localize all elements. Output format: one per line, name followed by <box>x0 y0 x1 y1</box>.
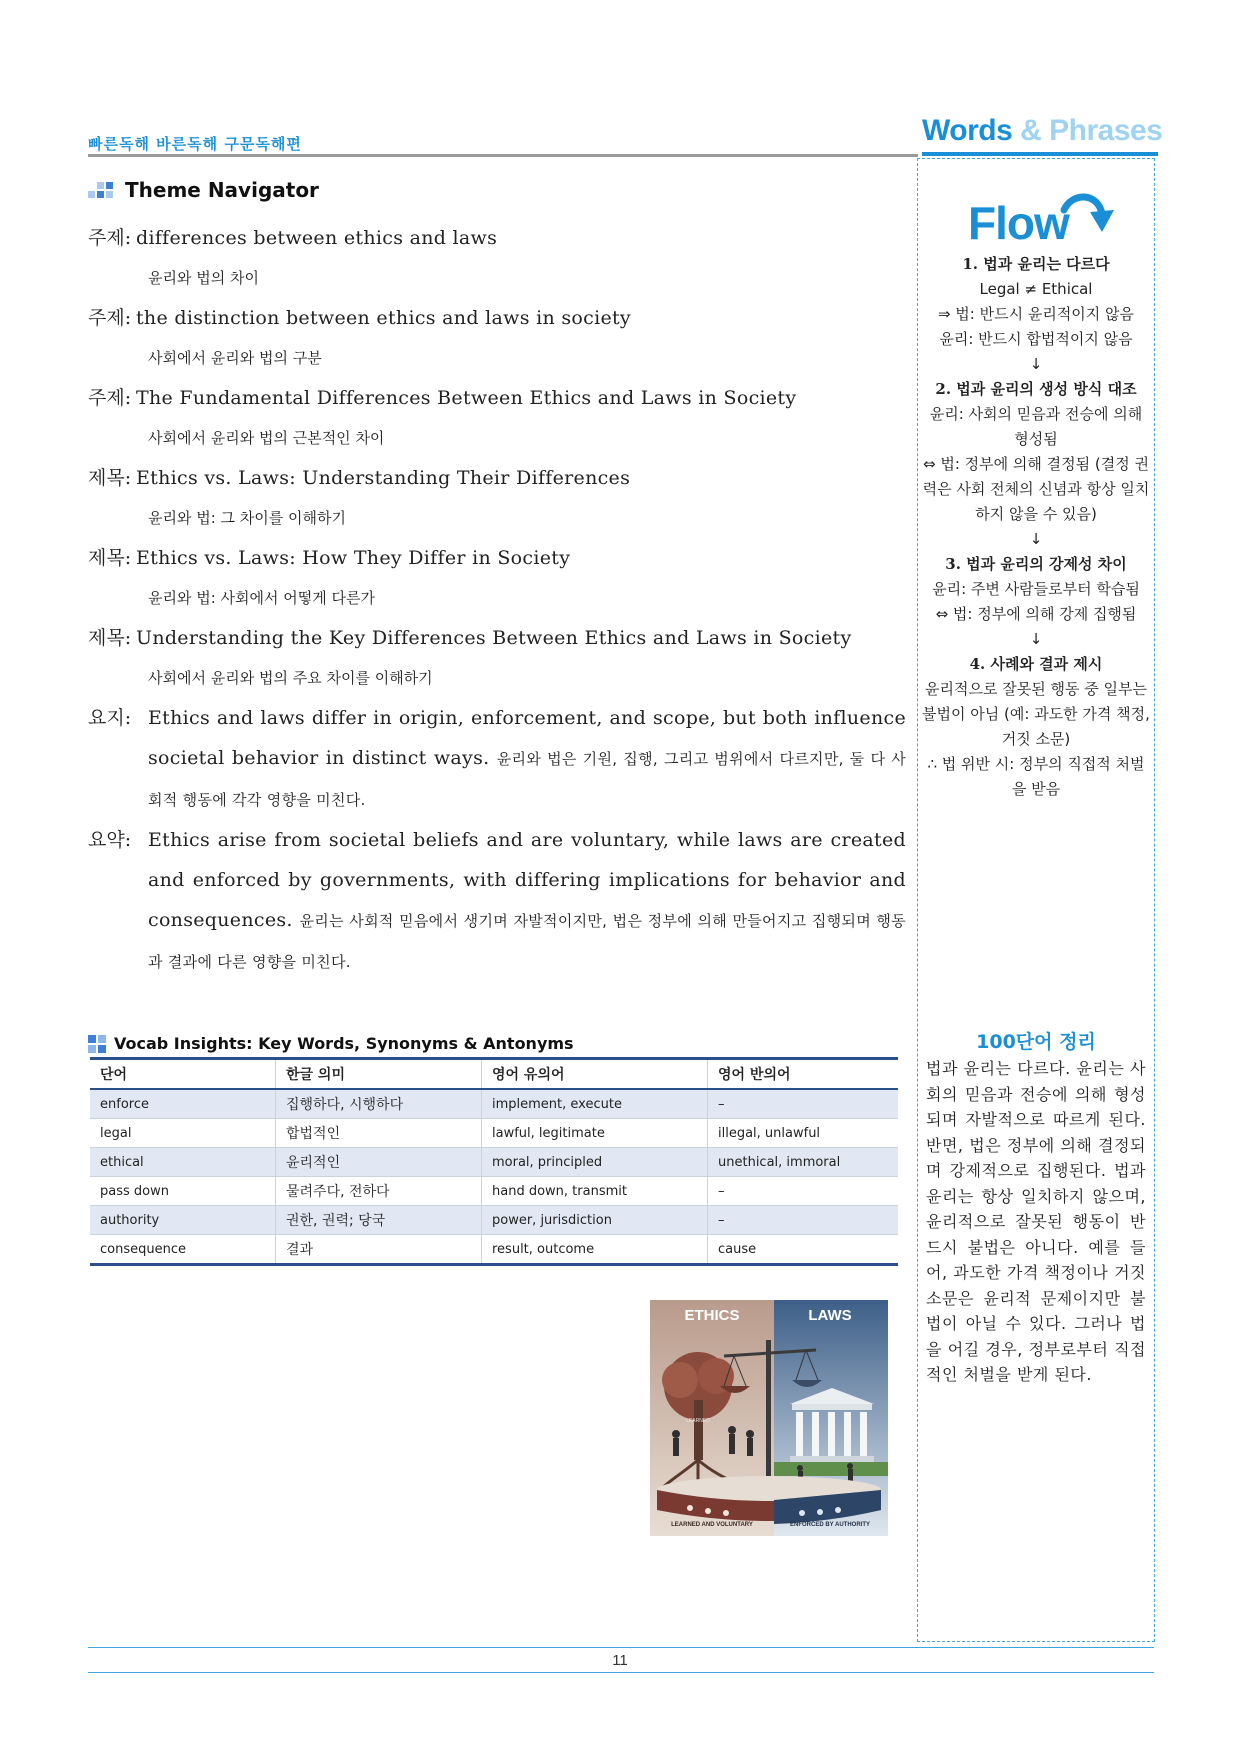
title-item: 제목: Ethics vs. Laws: Understanding Their Differences 윤리와 법: 그 차이를 이해하기 <box>88 467 631 527</box>
gist-paragraph: 요지: Ethics and laws differ in origin, enforcement, and scope, but both influence societal behavior in distinct ways. 윤리와 법은 기원, 집행, 그리고 범위에서 다르지만, 둘 다 사회적 행동에 각각 영향을 미친다. <box>88 707 907 809</box>
footer-divider-top <box>88 1647 1154 1648</box>
curved-arrow-icon <box>1058 188 1114 238</box>
synonym-cell: lawful, legitimate <box>482 1119 708 1148</box>
antonym-cell: – <box>708 1206 899 1235</box>
words-phrases-underline <box>922 152 1158 156</box>
word-cell: consequence <box>90 1235 276 1265</box>
meaning-cell: 집행하다, 시행하다 <box>276 1089 482 1119</box>
flow-step-heading: 4. 사례와 결과 제시 <box>969 655 1103 673</box>
meaning-cell: 합법적인 <box>276 1119 482 1148</box>
synonym-cell: power, jurisdiction <box>482 1206 708 1235</box>
synonym-cell: implement, execute <box>482 1089 708 1119</box>
flow-step-heading: 3. 법과 윤리의 강제성 차이 <box>945 555 1127 573</box>
word-cell: pass down <box>90 1177 276 1206</box>
words-phrases-title: Words & Phrases <box>922 114 1163 147</box>
ethics-label: ETHICS <box>684 1307 740 1324</box>
title-item: 제목: Understanding the Key Differences Between Ethics and Laws in Society 사회에서 윤리와 법의 주요 차이를 이해하기 <box>88 627 852 687</box>
flow-line: ⇒ 법: 반드시 윤리적이지 않음 <box>937 305 1135 323</box>
meaning-cell: 윤리적인 <box>276 1148 482 1177</box>
synonym-cell: moral, principled <box>482 1148 708 1177</box>
flow-step-heading: 1. 법과 윤리는 다르다 <box>962 255 1110 273</box>
flow-step-heading: 2. 법과 윤리의 생성 방식 대조 <box>935 380 1137 398</box>
pixel-squares-icon <box>88 182 113 198</box>
series-title: 빠른독해 바른독해 구문독해편 <box>88 135 302 153</box>
word-summary-text: 법과 윤리는 다르다. 윤리는 사회의 믿음과 전승에 의해 형성되며 자발적으로 따르게 된다. 반면, 법은 정부에 의해 결정되며 강제적으로 집행된다. 법과 윤리는 항상 일치하지 않으며, 윤리적으로 잘못된 행동이 반드시 불법은 아니다. 예를 들어, 과도한 가격 책정이나 거짓 소문은 윤리적 문제이지만 불법이 아닐 수 있다. 그러나 법을 어길 경우, 정부로부터 직접적인 처벌을 받게 된다. <box>926 1059 1146 1384</box>
word-summary-title: 100단어 정리 <box>976 1031 1096 1053</box>
theme-navigator-list <box>88 218 906 982</box>
summary-paragraph: 요약: Ethics arise from societal beliefs and are voluntary, while laws are created and enforced by governments, with differing implications for behavior and consequences. 윤리는 사회적 믿음에서 생기며 자발적이지만, 법은 정부에 의해 만들어지고 집행되며 행동과 결과에 다른 영향을 미친다. <box>88 829 907 971</box>
flow-line: ↓ <box>1029 630 1043 648</box>
flow-line: Legal ≠ Ethical <box>979 280 1093 298</box>
synonym-cell: hand down, transmit <box>482 1177 708 1206</box>
flow-line: 윤리적으로 잘못된 행동 중 일부는 불법이 아님 (예: 과도한 가격 책정, 거짓 소문) <box>922 680 1150 748</box>
vocab-table <box>90 1057 898 1266</box>
flow-line: ↓ <box>1029 530 1043 548</box>
table-row <box>90 1177 898 1206</box>
antonym-cell: illegal, unlawful <box>708 1119 899 1148</box>
flow-list <box>922 252 1150 802</box>
flow-line: ⇔ 법: 정부에 의해 강제 집행됨 <box>935 605 1137 623</box>
table-row <box>90 1119 898 1148</box>
column-header: 단어 <box>90 1059 276 1090</box>
word-cell: legal <box>90 1119 276 1148</box>
antonym-cell: cause <box>708 1235 899 1265</box>
flow-title: Flow <box>968 197 1069 249</box>
word-cell: ethical <box>90 1148 276 1177</box>
flow-line: ⇔ 법: 정부에 의해 결정됨 (결정 권력은 사회 전체의 신념과 항상 일치하지 않을 수 있음) <box>922 455 1150 523</box>
flow-line: 윤리: 반드시 합법적이지 않음 <box>939 330 1133 348</box>
flow-line: ↓ <box>1029 355 1043 373</box>
meaning-cell: 권한, 권력; 당국 <box>276 1206 482 1235</box>
table-row <box>90 1206 898 1235</box>
table-row <box>90 1089 898 1119</box>
column-header: 영어 반의어 <box>708 1059 899 1090</box>
word-cell: enforce <box>90 1089 276 1119</box>
footer-divider-bottom <box>88 1672 1154 1673</box>
laws-label: LAWS <box>808 1307 852 1324</box>
svg-text:LEARNED: LEARNED <box>686 1418 710 1424</box>
vocab-heading: Vocab Insights: Key Words, Synonyms & Antonyms <box>88 1034 574 1053</box>
antonym-cell: – <box>708 1089 899 1119</box>
column-header: 영어 유의어 <box>482 1059 708 1090</box>
title-item: 제목: Ethics vs. Laws: How They Differ in Society 윤리와 법: 사회에서 어떻게 다른가 <box>88 547 571 607</box>
word-cell: authority <box>90 1206 276 1235</box>
page-number: 11 <box>612 1652 628 1669</box>
flow-line: 윤리: 주변 사람들로부터 학습됨 <box>932 580 1140 598</box>
column-header: 한글 의미 <box>276 1059 482 1090</box>
meaning-cell: 결과 <box>276 1235 482 1265</box>
svg-text:LEARNED AND VOLUNTARY: LEARNED AND VOLUNTARY <box>671 1522 753 1528</box>
flow-line: 윤리: 사회의 믿음과 전승에 의해 형성됨 <box>929 405 1143 448</box>
header-divider <box>88 154 918 157</box>
table-row <box>90 1148 898 1177</box>
antonym-cell: – <box>708 1177 899 1206</box>
topic-item: 주제: the distinction between ethics and laws in society 사회에서 윤리와 법의 구분 <box>88 307 631 367</box>
synonym-cell: result, outcome <box>482 1235 708 1265</box>
flow-line: ∴ 법 위반 시: 정부의 직접적 처벌을 받음 <box>927 755 1145 798</box>
theme-navigator-heading: Theme Navigator <box>88 178 319 202</box>
table-header-row <box>90 1059 898 1090</box>
topic-item: 주제: differences between ethics and laws 윤리와 법의 차이 <box>88 227 498 287</box>
meaning-cell: 물려주다, 전하다 <box>276 1177 482 1206</box>
grid-squares-icon <box>88 1035 106 1053</box>
antonym-cell: unethical, immoral <box>708 1148 899 1177</box>
topic-item: 주제: The Fundamental Differences Between Ethics and Laws in Society 사회에서 윤리와 법의 근본적인 차이 <box>88 387 797 447</box>
ethics-laws-illustration <box>650 1300 888 1536</box>
table-row <box>90 1235 898 1265</box>
svg-text:ENFORCED BY AUTHORITY: ENFORCED BY AUTHORITY <box>789 1522 871 1528</box>
